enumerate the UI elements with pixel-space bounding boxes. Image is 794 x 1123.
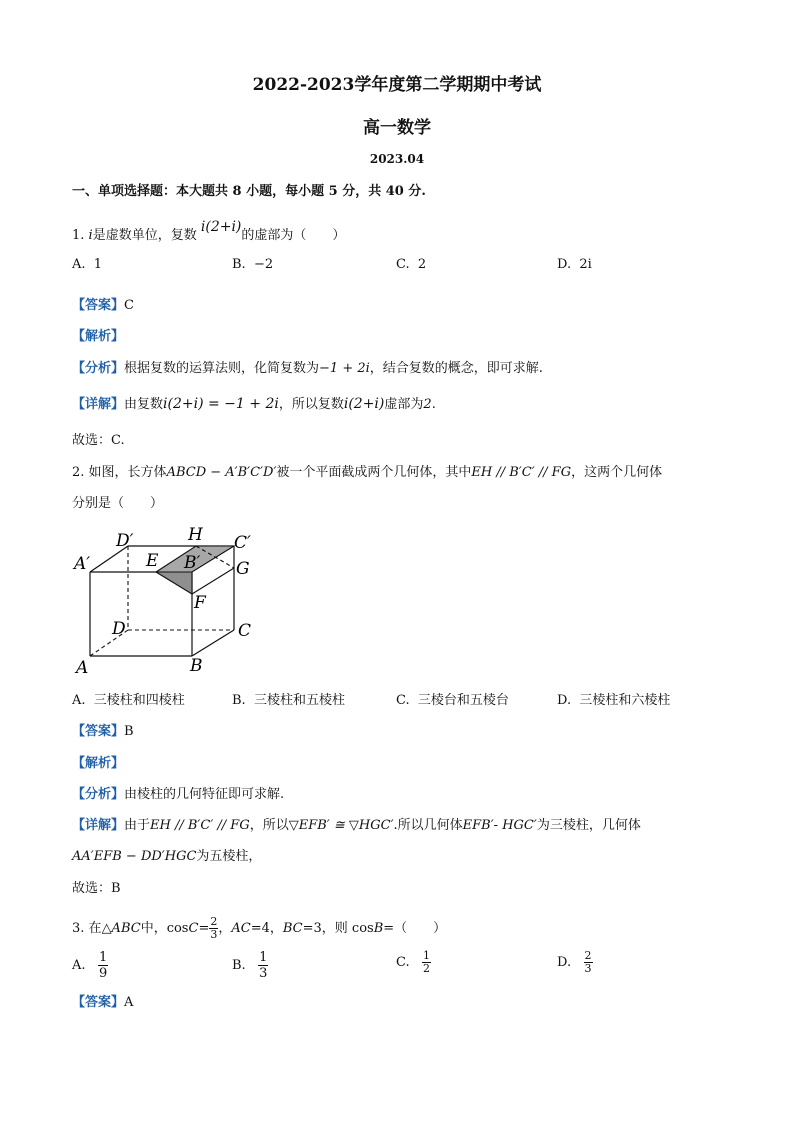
fenxi-text: 由棱柱的几何特征即可求解. [124,787,285,802]
answer-value: A [124,995,134,1010]
q1-answer [72,297,134,315]
detail-text-a: 由于 [124,818,151,833]
exam-title: 2022-2023学年度第二学期期中考试 [252,75,542,95]
q1-option-d [557,256,592,274]
option-value: −2 [253,257,274,272]
label-bp: B′ [184,553,201,573]
q3-b-var: B [373,921,384,936]
label-dp: D′ [116,531,134,551]
answer-value: B [124,724,134,739]
q2-fenxi [72,786,284,804]
option-value: 2i [579,257,592,272]
fraction-numerator: 1 [259,950,268,965]
cuboid-figure [70,524,270,679]
fraction-denominator: 3 [210,928,218,941]
q1-text-c: 的虚部为（ ） [241,228,346,243]
q1-fenxi [72,360,543,378]
edge-bc [192,630,234,656]
label-b: B [190,656,203,676]
exam-subtitle: 高一数学 [363,118,431,138]
detail-text-d: 为三棱柱，几何体 [536,818,641,833]
q2-stem-line1 [72,464,662,482]
q3-ac-value: =4， [250,921,283,936]
detail-text-d: . [431,397,436,412]
answer-tag: 【答案】 [72,995,125,1010]
fenxi-expr: −1 + 2i [319,361,370,376]
label-e: E [146,551,159,571]
q2-answer [72,723,134,741]
q1-imag-unit: i [88,228,93,243]
answer-value: C [124,298,134,313]
q2-text-c: ，这两个几何体 [571,465,663,480]
option-letter: B. [232,693,246,708]
fraction-numerator: 1 [423,949,431,962]
section-heading: 一、单项选择题：本大题共 8 小题，每小题 5 分，共 40 分. [72,184,426,199]
q1-stem [72,219,346,245]
q1-conclusion: 故选：C. [72,433,125,448]
detail-text-b: ，所以 [249,818,289,833]
label-c: C [238,621,252,641]
q3-text-c: ， [218,921,232,936]
fenxi-tag: 【分析】 [72,361,125,376]
q3-text-b: 中，cos [140,921,189,936]
q3-stem [72,916,446,941]
q3-option-b [232,950,268,981]
option-value: 三棱柱和六棱柱 [579,693,671,708]
analysis-tag: 【解析】 [72,756,125,771]
q3-eq: = [198,921,210,936]
q1-text-b: 是虚数单位，复数 [92,228,197,243]
fraction-denominator: 3 [584,962,592,975]
detail-text-b: ，所以复数 [278,397,344,412]
fenxi-text-b: ，结合复数的概念，即可求解. [369,361,543,376]
option-letter: C. [396,257,410,272]
label-ap: A′ [74,554,91,574]
option-letter: C. [396,955,410,970]
fenxi-tag: 【分析】 [72,787,125,802]
label-cp: C′ [234,533,251,553]
q2-option-c [396,692,509,710]
q1-number: 1. [72,228,85,243]
q2-stem-line2: 分别是（ ） [72,496,164,511]
option-value: 三棱柱和四棱柱 [93,693,185,708]
option-fraction [258,950,268,981]
q2-expr-2: EH // B′C′ // FG [471,465,572,480]
fraction-denominator: 2 [423,962,431,975]
fraction-numerator: 1 [98,950,108,965]
q2-conclusion: 故选：B [72,881,121,896]
answer-tag: 【答案】 [72,298,125,313]
detail-expr-3: EFB′- HGC′ [462,818,537,833]
detail-tag: 【详解】 [72,397,125,412]
q1-option-a [72,256,102,274]
q3-text-d: =（ ） [383,921,447,936]
detail-expr-2: ▽EFB′ ≅ ▽HGC′ [288,818,394,833]
q1-detail [72,395,436,414]
label-h: H [188,525,203,545]
q3-number: 3. [72,921,85,936]
label-g: G [236,559,250,579]
cut-triangle-efbp [156,572,192,594]
option-letter: A. [72,693,86,708]
q2-text-b: 被一个平面截成两个几何体，其中 [276,465,472,480]
q3-triangle: △ABC [101,921,141,936]
fraction-numerator: 2 [584,949,592,962]
q3-text-a: 在 [88,921,102,936]
option-value: 2 [417,257,427,272]
q2-option-b [232,692,345,710]
label-a: A [76,658,89,678]
analysis-tag: 【解析】 [72,329,125,344]
q1-expr: i(2+i) [200,219,242,235]
fraction-numerator: 2 [210,915,218,928]
q2-detail-line2 [72,848,261,866]
detail-expr-3: 2 [423,397,432,412]
option-value: 三棱台和五棱台 [417,693,509,708]
q1-option-b [232,256,273,274]
option-letter: D. [557,693,572,708]
q3-ac: AC [231,921,251,936]
option-value: 三棱柱和五棱柱 [253,693,345,708]
q3-bc: BC [282,921,303,936]
q3-c-var: C [188,921,199,936]
fenxi-text-a: 根据复数的运算法则，化简复数为 [124,361,320,376]
label-f: F [194,593,206,613]
detail-text-c: 虚部为 [384,397,424,412]
q3-answer [72,994,133,1012]
q3-option-c [396,950,431,975]
q3-bc-value: =3，则 cos [302,921,374,936]
option-letter: B. [232,958,246,973]
detail-text-e: 为五棱柱， [196,849,262,864]
q2-detail-line1 [72,817,641,835]
answer-tag: 【答案】 [72,724,125,739]
exam-date: 2023.04 [369,152,425,166]
detail-text-a: 由复数 [124,397,164,412]
q3-option-d [557,950,593,975]
detail-tag: 【详解】 [72,818,125,833]
q2-analysis [72,755,124,773]
q1-option-c [396,256,426,274]
q2-text-a: 如图，长方体 [88,465,167,480]
fraction-denominator: 3 [259,966,268,981]
q3-fraction [209,916,218,941]
option-fraction [422,950,431,975]
label-d: D [112,619,126,639]
option-fraction [98,950,108,981]
option-letter: C. [396,693,410,708]
detail-expr-1: EH // B′C′ // FG [150,818,250,833]
option-fraction [584,950,593,975]
detail-expr-1: i(2+i) = −1 + 2i [163,396,279,412]
q2-option-d [557,692,670,710]
q1-analysis [72,328,124,346]
option-value: 1 [93,257,103,272]
q3-option-a [72,950,108,981]
option-letter: D. [557,955,572,970]
detail-expr-2: i(2+i) [343,396,385,412]
q2-expr-1: ABCD − A′B′C′D′ [166,465,277,480]
fraction-denominator: 9 [98,966,108,981]
q2-option-a [72,692,185,710]
option-letter: D. [557,257,572,272]
q2-number: 2. [72,465,85,480]
detail-text-c: .所以几何体 [393,818,463,833]
option-letter: A. [72,958,86,973]
option-letter: A. [72,257,86,272]
detail-expr-4: AA′EFB − DD′HGC [72,849,197,864]
option-letter: B. [232,257,246,272]
